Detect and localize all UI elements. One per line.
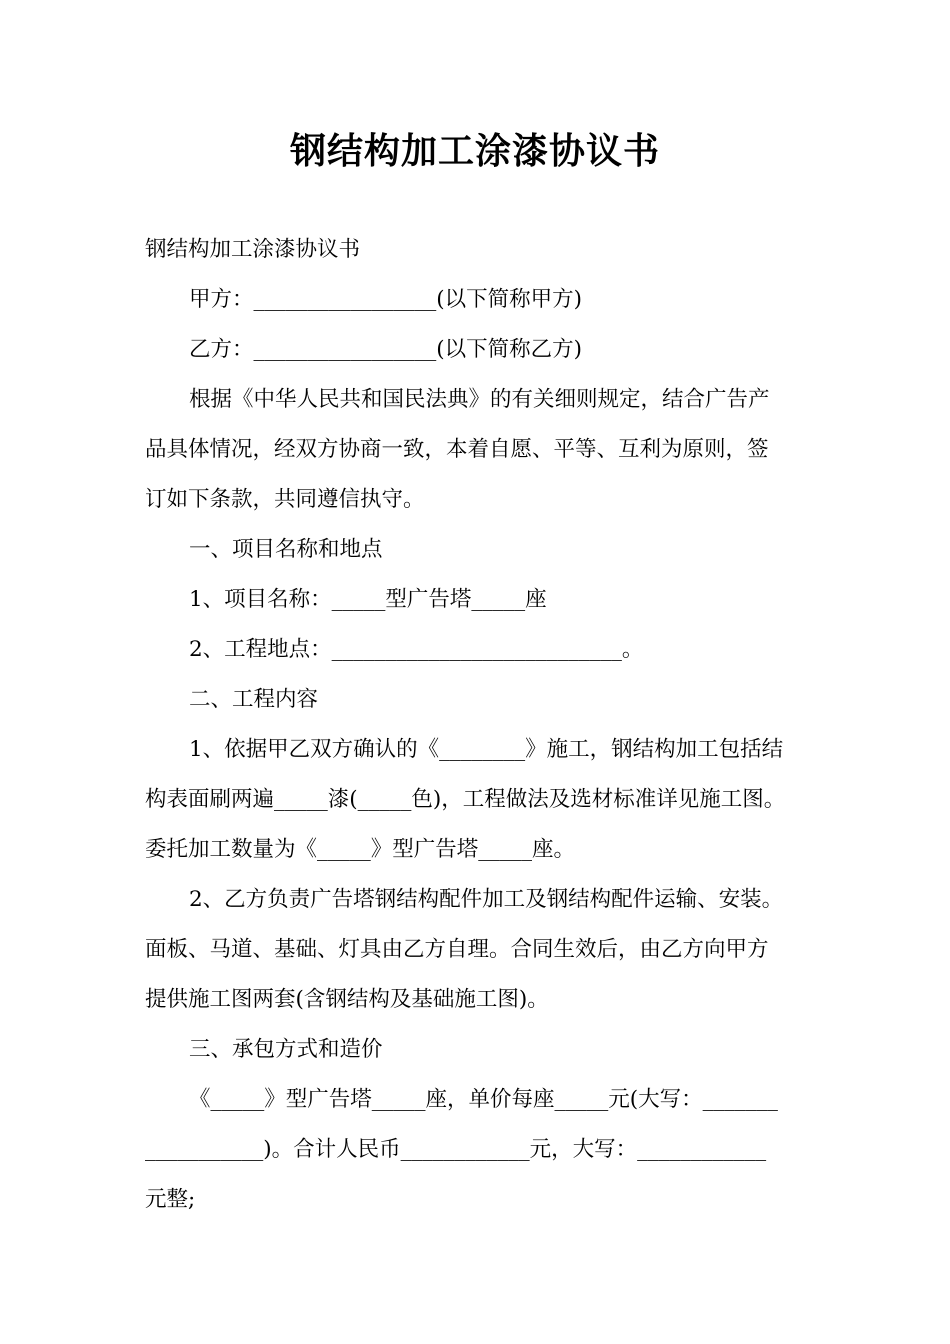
project-location-line: 2、工程地点：___________________________。 bbox=[189, 637, 644, 662]
section-1-heading: 一、项目名称和地点 bbox=[189, 537, 383, 562]
party-a-line: 甲方：_________________(以下简称甲方) bbox=[189, 287, 583, 312]
preamble-line-1: 根据《中华人民共和国民法典》的有关细则规定，结合广告产 bbox=[189, 387, 770, 412]
price-line-3: 元整; bbox=[145, 1187, 196, 1212]
party-b-line: 乙方：_________________(以下简称乙方) bbox=[189, 337, 583, 362]
price-line-2: ___________)。合计人民币____________元，大写：____________ bbox=[145, 1137, 767, 1162]
content-item-2-line-1: 2、乙方负责广告塔钢结构配件加工及钢结构配件运输、安装。 bbox=[189, 887, 784, 912]
document-title: 钢结构加工涂漆协议书 bbox=[289, 131, 660, 172]
preamble-line-2: 品具体情况，经双方协商一致，本着自愿、平等、互利为原则，签 bbox=[145, 437, 769, 462]
subtitle-line: 钢结构加工涂漆协议书 bbox=[145, 237, 361, 262]
section-2-heading: 二、工程内容 bbox=[189, 687, 319, 712]
document-body bbox=[145, 225, 810, 1225]
project-name-line: 1、项目名称：_____型广告塔_____座 bbox=[189, 587, 547, 612]
content-item-1-line-1: 1、依据甲乙双方确认的《________》施工，钢结构加工包括结 bbox=[189, 737, 784, 762]
content-item-1-line-2: 构表面刷两遍_____漆(_____色)，工程做法及选材标准详见施工图。 bbox=[145, 787, 786, 812]
content-item-2-line-2: 面板、马道、基础、灯具由乙方自理。合同生效后，由乙方向甲方 bbox=[145, 937, 769, 962]
price-line-1: 《_____》型广告塔_____座，单价每座_____元(大写：_______ bbox=[189, 1087, 778, 1112]
content-item-2-line-3: 提供施工图两套(含钢结构及基础施工图)。 bbox=[145, 987, 549, 1012]
preamble-line-3: 订如下条款，共同遵信执守。 bbox=[145, 487, 425, 512]
content-item-1-line-3: 委托加工数量为《_____》型广告塔_____座。 bbox=[145, 837, 576, 862]
section-3-heading: 三、承包方式和造价 bbox=[189, 1037, 383, 1062]
